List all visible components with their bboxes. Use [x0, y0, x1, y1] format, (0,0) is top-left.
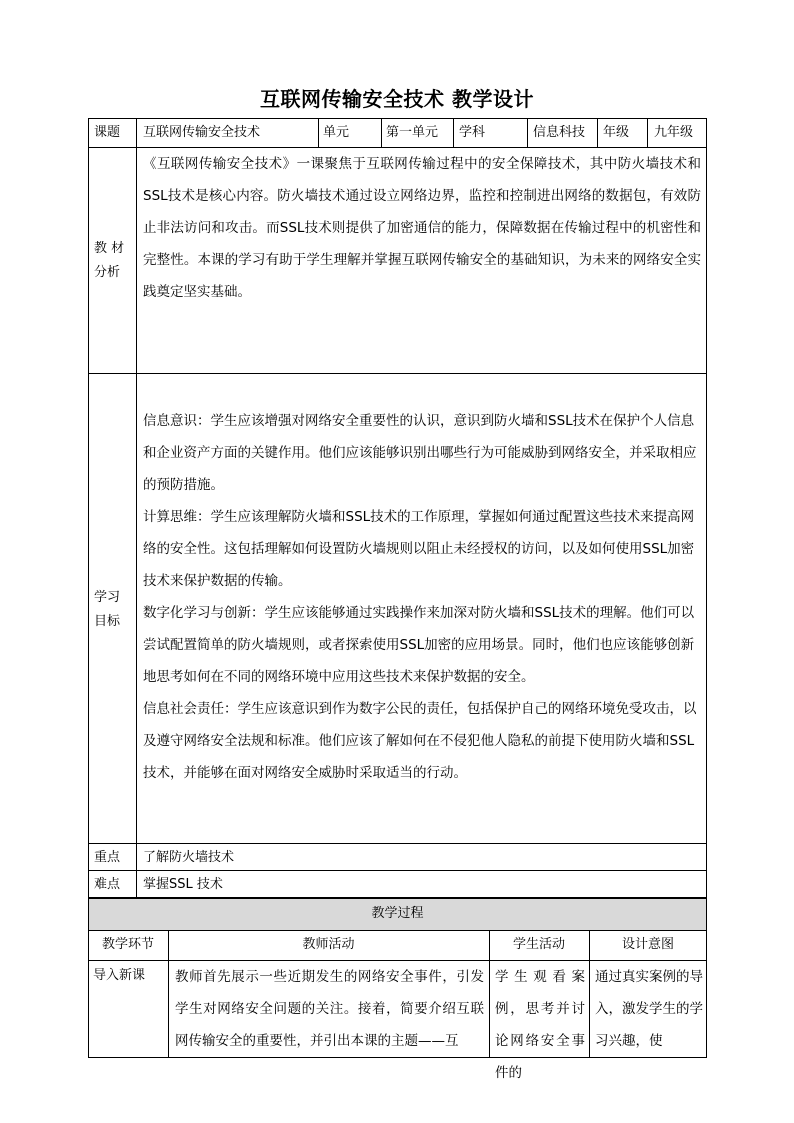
unit-label: 单元	[323, 125, 350, 140]
analysis-label-line2: 分析	[94, 265, 121, 280]
row-design-intent: 通过真实案例的导入，激发学生的学习兴趣，使	[595, 969, 703, 1049]
objective-paragraph: 计算思维：学生应该理解防火墙和SSL技术的工作原理，掌握如何通过配置这些技术来提高网络的安全性。这包括理解如何设置防火墙规则以阻止未经授权的访问，以及如何使用SSL加密技术来保护数据的传输。	[143, 509, 695, 589]
unit-value: 第一单元	[386, 125, 439, 140]
subject-label: 学科	[459, 125, 486, 140]
grade-label: 年级	[603, 125, 630, 140]
row-teacher-activity: 教师首先展示一些近期发生的网络安全事件，引发学生对网络安全问题的关注。接着，简要介绍互联网传输安全的重要性，并引出本课的主题——互	[175, 969, 484, 1049]
objectives-label-line1: 学习	[94, 590, 121, 605]
key-point-label: 重点	[94, 850, 121, 865]
difficulty-label: 难点	[94, 877, 121, 892]
difficulty-value: 掌握SSL 技术	[143, 877, 223, 892]
column-header-student: 学生活动	[512, 937, 565, 952]
column-header-intent: 设计意图	[621, 937, 674, 952]
analysis-label-line1: 教 材	[94, 241, 125, 256]
objective-paragraph: 数字化学习与创新：学生应该能够通过实践操作来加深对防火墙和SSL技术的理解。他们可以尝试配置简单的防火墙规则，或者探索使用SSL加密的应用场景。同时，他们也应该能够创新地思考如何在不同的网络环境中应用这些技术来保护数据的安全。	[143, 605, 695, 685]
page-title: 互联网传输安全技术 教学设计	[260, 87, 534, 111]
key-point-value: 了解防火墙技术	[143, 850, 235, 865]
column-header-stage: 教学环节	[101, 937, 154, 952]
objective-paragraph: 信息意识：学生应该增强对网络安全重要性的认识，意识到防火墙和SSL技术在保护个人信息和企业资产方面的关键作用。他们应该能够识别出哪些行为可能威胁到网络安全，并采取相应的预防措施。	[143, 413, 697, 493]
analysis-text	[143, 148, 701, 308]
subject-value: 信息科技	[533, 125, 586, 140]
objectives-text	[143, 405, 701, 789]
process-heading: 教学过程	[371, 906, 424, 921]
grade-value: 九年级	[654, 125, 694, 140]
topic-value: 互联网传输安全技术	[143, 125, 261, 140]
row-stage: 导入新课	[93, 968, 146, 983]
objective-paragraph: 信息社会责任：学生应该意识到作为数字公民的责任，包括保护自己的网络环境免受攻击，以及遵守网络安全法规和标准。他们应该了解如何在不侵犯他人隐私的前提下使用防火墙和SSL技术，并能够在面对网络安全威胁时采取适当的行动。	[143, 701, 697, 781]
topic-label: 课题	[94, 125, 121, 140]
row-student-activity: 学生观看案例，思考并讨论网络安全事件的	[495, 969, 585, 1081]
column-header-teacher: 教师活动	[302, 937, 355, 952]
objectives-label-line2: 目标	[94, 614, 121, 629]
analysis-paragraph: 《互联网传输安全技术》一课聚焦于互联网传输过程中的安全保障技术，其中防火墙技术和SSL技术是核心内容。防火墙技术通过设立网络边界，监控和控制进出网络的数据包，有效防止非法访问和攻击。而SSL技术则提供了加密通信的能力，保障数据在传输过程中的机密性和完整性。本课的学习有助于学生理解并掌握互联网传输安全的基础知识，为未来的网络安全实践奠定坚实基础。	[143, 156, 701, 300]
